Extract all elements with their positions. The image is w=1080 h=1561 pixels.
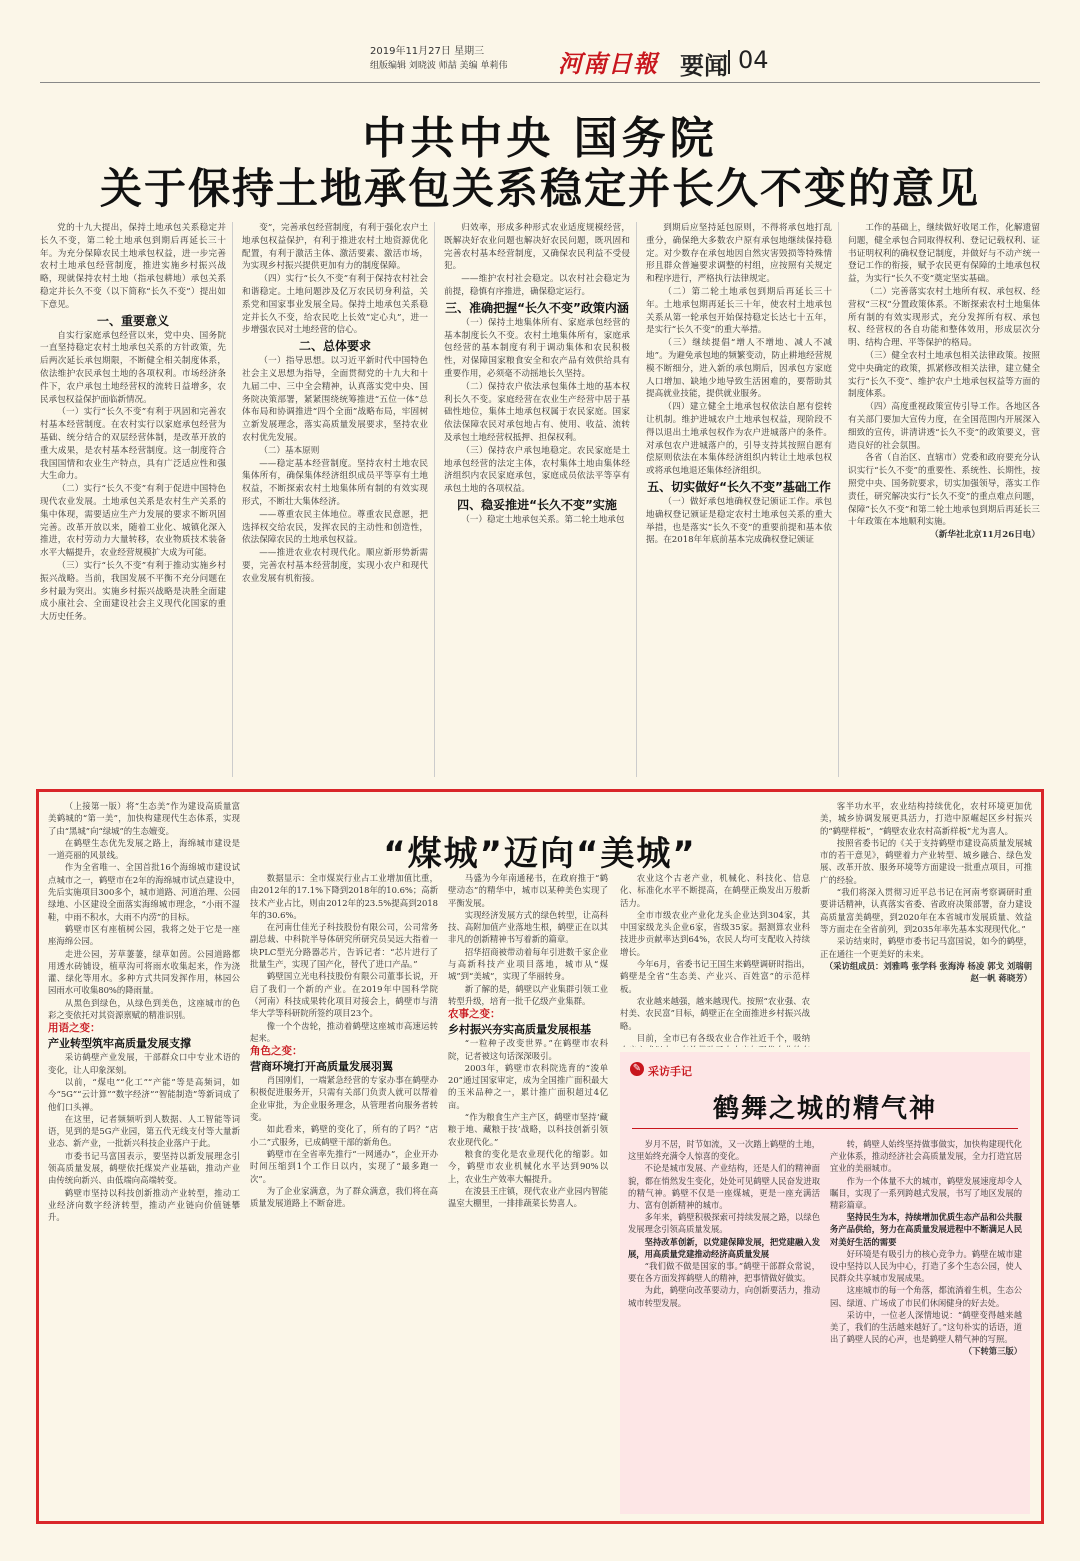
feature-title: “煤城”迈向“美城”: [383, 834, 697, 874]
paragraph: 自实行家庭承包经营以来，党中央、国务院一直坚持稳定农村土地承包关系的方针政策，先后两次延长承包期限，不断健全相关制度体系，依法维护农民承包土地的各项权利。市场经济条件下，农户承包土地经营权的流转日益增多，农民承包权益保护面临新情况。: [40, 330, 226, 405]
paragraph: 鹤壁市坚持以科技创新推动产业转型，推动工业经济向数字经济转型，推动产业链向价值链攀升。: [48, 1187, 240, 1223]
section-heading: 二、总体要求: [298, 339, 371, 354]
paragraph: 采访鹤壁产业发展，干部群众口中专业术语的变化，让人印象深刻。: [48, 1052, 240, 1075]
paragraph: 为了企业家满意，为了群众满意，我们将在高质量发展道路上不断奋进。: [250, 1185, 438, 1209]
paragraph: “一粒种子改变世界。”在鹤壁市农科院，记者被这句话深深吸引。: [448, 1038, 608, 1061]
paragraph: 农业越来越强，越来越现代。按照“农业强、农村美、农民富”目标，鹤壁正在全面推进乡村振兴战略。: [620, 995, 810, 1031]
paragraph: ——维护农村社会稳定。以农村社会稳定为前提，稳慎有序推进，确保稳定运行。: [444, 274, 630, 297]
sidebar-title: 鹤舞之城的精气神: [712, 1094, 937, 1124]
paragraph: 转，鹤壁人始终坚持做事做实，加快构建现代化产业体系，推动经济社会高质量发展，全力打造宜居宜业的美丽城市。: [830, 1139, 1022, 1174]
article-column-5: [848, 222, 1040, 777]
paragraph: 全市市级农业产业化龙头企业达到304家，其中国家级龙头企业6家，省级35家。据测算农业科技进步贡献率达到64%，农民人均可支配收入持续增长。: [620, 909, 810, 957]
paragraph: 岁月不居，时节如流，又一次踏上鹤壁的土地，这里始终充满令人惊喜的变化。: [628, 1139, 820, 1162]
paragraph: （四）实行“长久不变”有利于保持农村社会和谐稳定。土地问题涉及亿万农民切身利益，关系党和国家事业发展全局。保持土地承包关系稳定并长久不变，给农民吃上长效“定心丸”，进一步增强农民对土地经营的信心。: [242, 274, 428, 336]
main-article: [40, 222, 1040, 777]
paragraph: ——推进农业农村现代化。顺应新形势新需要，完善农村基本经营制度，实现小农户和现代农业发展有机衔接。: [242, 548, 428, 584]
paragraph: 招华招商被带动着每年引进数千家企业与高新科技产业项目落地，城市从“煤城”到“美城”，实现了华丽转身。: [448, 946, 608, 982]
issue-date: 2019年11月27日 星期三: [370, 46, 485, 57]
paragraph: （二）完善落实农村土地所有权、承包权、经营权“三权”分置政策体系。不断探索农村土地集体所有制的有效实现形式，充分发挥所有权、承包权、经营权的各自功能和整体效用，形成层次分明、结构合理、平等保护的格局。: [848, 286, 1040, 349]
paragraph: 目前，全市已有各级农业合作社近千个，吸纳: [636, 1032, 810, 1043]
paragraph: ——稳定基本经营制度。坚持农村土地农民集体所有，确保集体经济组织成员平等享有土地权益，不断探索农村土地集体所有制的有效实现形式，不断壮大集体经济。: [242, 458, 428, 507]
paragraph: 马盛为今年南通秘书，在政府推于“鹤壁动态”的精华中，城市以某种美色实现了平衡发展。: [448, 873, 608, 908]
paragraph: （三）保持农户承包地稳定。农民家庭是土地承包经营的法定主体，农村集体土地由集体经济组织内农民家庭承包，家庭成员依法平等享有承包土地的各项权益。: [444, 445, 630, 495]
paragraph: 工作的基础上，继续做好收尾工作，化解遗留问题，健全承包合同取得权利、登记记载权利、证书证明权利的确权登记制度，并做好与不动产统一登记工作的衔接，赋予农民更有保障的土地承包权益，为实行“长久不变”奠定坚实基础。: [848, 223, 1040, 285]
paragraph: 作为全省唯一、全国首批16个海绵城市建设试点城市之一，鹤壁市在2年的海绵城市试点建设中，先后实施项目300多个，城市道路、河道治理、公园绿地、小区建设全面落实海绵城市理念，“小雨不湿鞋，中雨不积水，大雨不内涝”的目标。: [48, 862, 240, 922]
article-column-1: [40, 222, 226, 777]
article-byline: （新华社北京11月26日电）: [930, 530, 1040, 541]
paragraph: 像一个个齿轮，推动着鹤壁这座城市高速运转起来。: [250, 1020, 438, 1043]
newspaper-logo: 河南日報: [558, 49, 658, 78]
paragraph: “我们将深入贯彻习近平总书记在河南考察调研时重要讲话精神，认真落实省委、省政府决策部署，奋力建设高质量富美鹤壁，到2020年在本省城市发展质量、效益等方面走在全省前列，到2035年率先基本实现现代化。”: [820, 887, 1032, 934]
paragraph: 归效率，形成多种形式农业适度规模经营，既解决好农业问题也解决好农民问题，既巩固和完善农村基本经营制度，又确保农民利益不受侵犯。: [444, 223, 630, 272]
paragraph: 各省（自治区、直辖市）党委和政府要充分认识实行“长久不变”的重要性、系统性、长期性，按照党中央、国务院要求，切实加强领导，落实工作责任，研究解决实行“长久不变”的重点难点问题，保障“长久不变”和第二轮土地承包到期后再延长三十年政策在本地顺利实施。: [848, 453, 1040, 528]
article-column-3: [444, 222, 630, 777]
paragraph: 数据显示：全市煤炭行业占工业增加值比重，由2012年的17.1%下降到2018年的10.6%；高新技术产业占比，则由2012年的23.5%提高到2018年的30.6%。: [250, 873, 438, 920]
section-name: 要闻: [680, 52, 728, 80]
feature-column-4: [620, 872, 810, 1047]
paragraph: （四）高度重视政策宣传引导工作。各地区各有关部门要加大宣传力度，在全国范围内开展深入细致的宣传，讲清讲透“长久不变”的政策要义，营造良好的社会氛围。: [848, 402, 1040, 451]
paragraph: 新了解的是，鹤壁以产业集群引领工业转型升级，培育一批千亿级产业集群。: [448, 983, 608, 1006]
paragraph: 为此，鹤壁向改革要动力，向创新要活力，推动城市转型发展。: [628, 1285, 820, 1308]
subsection-heading: 乡村振兴夯实高质量发展根基: [448, 1023, 591, 1037]
paragraph: 客半功水平，农业结构持续优化，农村环境更加优美，城乡协调发展更具活力，打造中原崛起区乡村振兴的“鹤壁样板”，“鹤壁农业农村高新样板”尤为喜人。: [820, 801, 1032, 836]
paragraph: （四）建立健全土地承包权依法自愿有偿转让机制。维护进城农户土地承包权益，现阶段不得以退出土地承包权作为农户进城落户的条件。对承包农户进城落户的，引导支持其按照自愿有偿原则依法在本集体经济组织内转让土地承包权或将承包地退还集体经济组织。: [646, 402, 832, 477]
headline-line1: 中共中央 国务院: [362, 113, 718, 164]
sidebar-kicker: 采访手记: [648, 1065, 692, 1078]
paragraph: 在浚县王庄镇，现代农业产业园内智能温室大棚里，一排排蔬菜长势喜人。: [448, 1185, 608, 1209]
paragraph: 农业这个古老产业，机械化、科技化、信息化、标准化水平不断提高，在鹤壁正焕发出万般新活力。: [620, 873, 810, 908]
paragraph: 鹤壁市在全省率先推行“一网通办”，企业开办时间压缩到1个工作日以内，实现了“最多跑一次”。: [250, 1148, 438, 1184]
sidebar-column-2: [830, 1138, 1022, 1508]
feature-column-1: [48, 800, 240, 1515]
paragraph: 这座城市的每一个角落，都流淌着生机，生态公园、绿道、广场成了市民们休闲健身的好去处。: [830, 1285, 1022, 1308]
section-heading: 四、稳妥推进“长久不变”实施: [457, 497, 617, 512]
paragraph: 采访中，一位老人深情地说：“鹤壁变得越来越美了，我们的生活越来越好了。”这句朴实的话语，道出了鹤壁人民的心声，也是鹤壁人精气神的写照。: [830, 1309, 1022, 1345]
paragraph: （一）指导思想。以习近平新时代中国特色社会主义思想为指导，全面贯彻党的十九大和十九届二中、三中全会精神，认真落实党中央、国务院决策部署，紧紧围绕统筹推进“五位一体”总体布局和协调推进“四个全面”战略布局，牢固树立新发展理念，落实高质量发展要求，坚持农业农村优先发展。: [242, 356, 428, 443]
paragraph: （一）保持土地集体所有、家庭承包经营的基本制度长久不变。农村土地集体所有，家庭承包经营的基本制度有利于调动集体和农民积极性，对保障国家粮食安全和农产品有效供给具有重要作用，必须毫不动摇地长久坚持。: [444, 317, 630, 379]
pen-icon: ✎: [630, 1062, 644, 1076]
paragraph: 采访结束时，鹤壁市委书记马富国说，如今的鹤壁，正在通往一个更美好的未来。: [820, 936, 1032, 959]
paragraph: （二）实行“长久不变”有利于促进中国特色现代农业发展。土地承包关系是农村生产关系的集中体现，需要适应生产力发展的要求不断巩固完善。改革开放以来，随着工业化、城镇化深入推进，农村劳动力大量转移，农业物质技术装备水平大幅提升，农业经营规模扩大成为可能。: [40, 484, 226, 559]
section-heading: 一、重要意义: [96, 313, 169, 328]
paragraph: （二）基本原则: [259, 445, 320, 456]
paragraph: （一）做好承包地确权登记颁证工作。承包地确权登记颁证是稳定农村土地承包关系的重大举措，也是落实“长久不变”的重要前提和基本依据。在2018年年底前基本完成确权登记颁证: [646, 496, 832, 546]
paragraph: 好环境是有吸引力的核心竞争力。鹤壁在城市建设中坚持以人民为中心，打造了多个生态公园，使人民群众共享城市发展成果。: [830, 1248, 1022, 1284]
sidebar-column-1: [628, 1138, 820, 1508]
paragraph: 按照省委书记的《关于支持鹤壁市建设高质量发展城市的若干意见》，鹤壁着力产业转型、城乡融合、绿色发展、改革开放、服务环境等方面建设一批重点项目，可推广的经验。: [820, 837, 1032, 885]
paragraph: 如此看来，鹤壁的变化了，所有的了吗？“店小二”式服务，已成鹤壁干部的新角色。: [250, 1124, 438, 1147]
paragraph: （二）第二轮土地承包到期后再延长三十年。土地承包期再延长三十年，使农村土地承包关系从第一轮承包开始保持稳定长达七十五年，是实行“长久不变”的重大举措。: [646, 286, 832, 336]
feature-column-2: [250, 872, 438, 1515]
paragraph: 今年6月，省委书记王国生来鹤壁调研时指出，鹤壁是全省“生态美、产业兴、百姓富”的示范样板。: [620, 959, 810, 994]
paragraph: 作为一个体量不大的城市，鹤壁发展速度却令人瞩目，实现了一系列跨越式发展，书写了地区发展的精彩篇章。: [830, 1175, 1022, 1211]
paragraph: （三）健全农村土地承包相关法律政策。按照党中央确定的政策，抓紧修改相关法律，建立健全实行“长久不变”、维护农户土地承包权益等方面的制度体系。: [848, 350, 1040, 400]
article-column-4: [646, 222, 832, 777]
feature-column-5: [820, 800, 1032, 1047]
section-heading: 三、准确把握“长久不变”政策内涵: [445, 300, 629, 315]
feature-byline: （采访组成员：刘雅鸣 张学科 张海涛 杨凌 郭戈 刘瑞朝 赵一帆 蒋晓芳）: [824, 960, 1032, 984]
paragraph: 2003年，鹤壁市农科院选育的“浚单20”通过国家审定，成为全国推广面积最大的玉米品种之一，累计推广面积超过4亿亩。: [448, 1062, 608, 1110]
subsection-heading: 营商环境打开高质量发展羽翼: [250, 1060, 393, 1074]
sidebar-subheading: 坚持改革创新，以党建保障发展，把党建融入发展，用高质量党建推动经济高质量发展: [628, 1236, 820, 1259]
paragraph: （上接第一版）将“生态美”作为建设高质量富美鹤城的“第一美”，加快构建现代生态体系，实现了由“黑城”向“绿城”的生态嬗变。: [48, 801, 240, 836]
paragraph: 党的十九大提出，保持土地承包关系稳定并长久不变，第二轮土地承包到期后再延长三十年。为充分保障农民土地承包权益，进一步完善农村土地承包经营制度，推进实施乡村振兴战略，现就保持农村土地（指承包耕地）承包关系稳定并长久不变（以下简称“长久不变”）提出如下意见。: [40, 223, 226, 310]
header-divider: [728, 50, 730, 74]
paragraph: 多年来，鹤壁积极探索可持续发展之路，以绿色发展理念引领高质量发展。: [628, 1212, 820, 1235]
paragraph: 走进公园，芳草萋萋，绿草如茵。公园道路都用透水砖铺设，植草沟可将雨水收集起来，作为浇灌、绿化等用水。多种方式共同发挥作用，林园公园雨水可收集80%的降雨量。: [48, 948, 240, 996]
headline-line2: 关于保持土地承包关系稳定并长久不变的意见: [99, 164, 980, 213]
subsection-kicker: 角色之变：: [250, 1045, 303, 1058]
paragraph: 市委书记马富国表示，要坚持以新发展理念引领高质量发展，鹤壁依托煤炭产业基础，推动产业由传统向新兴、由低端向高端转变。: [48, 1150, 240, 1186]
paragraph: 从黑色到绿色，从绿色到美色，这座城市的色彩之变依托对其资源禀赋的精准识别。: [48, 997, 240, 1021]
section-heading: 五、切实做好“长久不变”基础工作: [647, 479, 831, 494]
paragraph: 变”，完善承包经营制度，有利于强化农户土地承包权益保护，有利于推进农村土地资源优化配置，有利于激活主体、激活要素、激活市场，为实现乡村振兴提供更加有力的制度保障。: [242, 223, 428, 272]
paragraph: 在这里，记者频频听到人数据、人工智能等词语，见到的是5G产业园，第五代无线支付等大量新业态、新产业，一批新兴科技企业落户于此。: [48, 1113, 240, 1149]
sidebar-subheading: 坚持民生为本，持续增加优质生态产品和公共服务产品供给，努力在高质量发展进程中不断满足人民对美好生活的需要: [830, 1212, 1022, 1247]
feature-column-3: [448, 872, 608, 1515]
sidebar-rule: [632, 1128, 1018, 1129]
paragraph: （二）保持农户依法承包集体土地的基本权利长久不变。家庭经营在农业生产经营中居于基础性地位，集体土地承包权属于农民家庭。国家依法保障农民对承包地占有、使用、收益、流转及承包土地经营权抵押、担保权利。: [444, 381, 630, 443]
paragraph: 在河南仕佳光子科技股份有限公司，公司常务副总裁、中科院半导体研究所研究员吴远大指着一块PLC型光分路器芯片，告诉记者：“芯片进行了批量生产，实现了国产化，替代了进口产品。”: [250, 922, 438, 970]
subsection-kicker: 用语之变：: [48, 1022, 101, 1035]
paragraph: 实现经济发展方式的绿色转型，让高科技、高附加值产业落地生根，鹤壁正在以其非凡的创新精神书写着新的篇章。: [448, 909, 608, 945]
subsection-heading: 产业转型筑牢高质量发展支撑: [48, 1037, 191, 1051]
page-number: 04: [738, 46, 769, 74]
paragraph: 不论是城市发展、产业结构，还是人们的精神面貌，都在悄然发生变化，处处可见鹤壁人民奋发进取的精气神。鹤壁不仅是一座煤城，更是一座充满活力、富有创新精神的城市。: [628, 1163, 820, 1211]
paragraph: （一）稳定土地承包关系。第二轮土地承包: [461, 514, 625, 525]
paragraph: 粮食的变化是农业现代化的缩影。如今，鹤壁市农业机械化水平达到90%以上，农业生产效率大幅提升。: [448, 1148, 608, 1184]
paragraph: （一）实行“长久不变”有利于巩固和完善农村基本经营制度。在农村实行以家庭承包经营为基础、统分结合的双层经营体制，是改革开放的重大成果，是农村基本经营制度。这一制度符合我国国情和农业生产特点，具有广泛适应性和强大生命力。: [40, 407, 226, 482]
paragraph: 以前，“煤电”“化工”“产能”等是高频词，如今“5G”“云计算”“数字经济”“智能制造”等新词成了他们口头禅。: [48, 1076, 240, 1112]
paragraph: “作为粮食生产主产区，鹤壁市坚持‘藏粮于地、藏粮于技’战略，以科技创新引领农业现代化。”: [448, 1112, 608, 1147]
paragraph: 肖国刚们，一端紧急经营的专家办事在鹤壁办积极促进服务开，只需有关部门负责人就可以帮着企业审批，为企业服务理念，从管理者向服务者转变。: [250, 1075, 438, 1123]
paragraph: 鹤壁市区有座植树公园，我将之处于它是一座座海绵公园。: [48, 923, 240, 947]
paragraph: （三）实行“长久不变”有利于推动实施乡村振兴战略。当前，我国发展不平衡不充分问题在乡村最为突出。实施乡村振兴战略是决胜全面建成小康社会、全面建设社会主义现代化国家的重大历史任务。: [40, 560, 226, 623]
continued-note: （下转第三版）: [963, 1346, 1022, 1357]
article-column-2: [242, 222, 428, 777]
paragraph: 到期后应坚持延包原则，不得将承包地打乱重分，确保绝大多数农户原有承包地继续保持稳定。对少数存在承包地因自然灾害毁损等特殊情形且群众普遍要求调整的村组，应按照有关规定和程序进行，严格执行法律规定。: [646, 223, 832, 285]
page-header: [40, 38, 1040, 83]
paragraph: （三）继续提倡“增人不增地、减人不减地”。为避免承包地的频繁变动，防止耕地经营规模不断细分，进入新的承包期后，因承包方家庭人口增加、缺地少地导致生活困难的，要帮助其提高就业技能，提供就业服务。: [646, 338, 832, 400]
paragraph: 在鹤壁生态优先发展之路上，海绵城市建设是一道亮丽的风景线。: [48, 837, 240, 861]
paragraph: 鹤壁国立光电科技股份有限公司董事长说，开启了我们一个新的产业。在2019年中国科学院（河南）科技成果转化项目对接会上，鹤壁市与清华大学等科研院所签约项目23个。: [250, 971, 438, 1019]
editor-credits: 组版编辑 刘晓波 师喆 美编 单莉伟: [370, 61, 508, 71]
subsection-kicker: 农事之变：: [448, 1008, 501, 1021]
paragraph: “我们做不做是国家的事。”鹤壁干部群众常说，要在各方面发挥鹤壁人的精神，把事情做好做实。: [628, 1261, 820, 1284]
paragraph: ——尊重农民主体地位。尊重农民意愿，把选择权交给农民，发挥农民的主动性和创造性，依法保障农民的土地承包权益。: [242, 509, 428, 546]
